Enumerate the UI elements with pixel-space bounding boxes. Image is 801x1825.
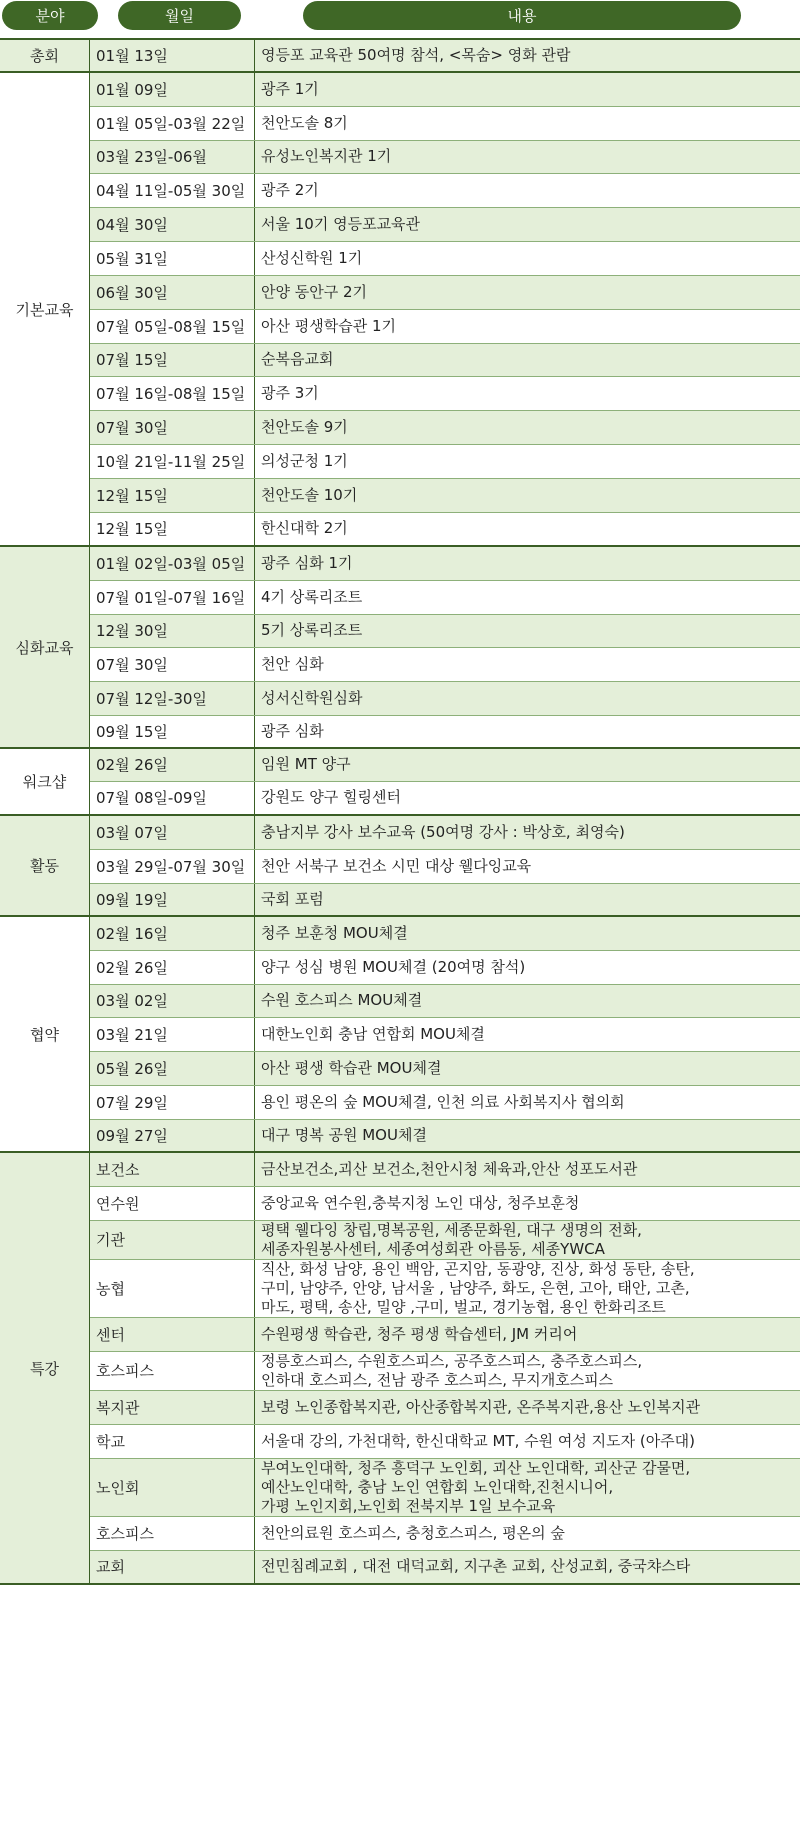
table-row bbox=[0, 580, 800, 614]
date-cell: 01월 05일-03월 22일 bbox=[90, 106, 255, 140]
content-line: 서울대 강의, 가천대학, 한신대학교 MT, 수원 여성 지도자 (아주대) bbox=[261, 1431, 696, 1450]
content-cell bbox=[255, 309, 801, 343]
table-row bbox=[0, 376, 800, 410]
content-cell bbox=[255, 1119, 801, 1152]
content-line: 인하대 호스피스, 전남 광주 호스피스, 무지개호스피스 bbox=[261, 1370, 614, 1389]
date-cell: 12월 30일 bbox=[90, 614, 255, 647]
content-line: 국회 포럼 bbox=[261, 889, 324, 908]
date-cell: 03월 21일 bbox=[90, 1017, 255, 1051]
table-row bbox=[0, 984, 800, 1017]
table-row bbox=[0, 1220, 800, 1259]
date-cell: 03월 02일 bbox=[90, 984, 255, 1017]
content-line: 광주 심화 bbox=[261, 721, 324, 740]
content-line: 서울 10기 영등포교육관 bbox=[261, 214, 421, 233]
date-cell: 10월 21일-11월 25일 bbox=[90, 444, 255, 478]
content-cell bbox=[255, 1458, 801, 1516]
content-line: 용인 평온의 숲 MOU체결, 인천 의료 사회복지사 협의회 bbox=[261, 1092, 625, 1111]
date-cell: 04월 11일-05월 30일 bbox=[90, 173, 255, 207]
table-row bbox=[0, 681, 800, 715]
date-cell: 07월 30일 bbox=[90, 647, 255, 681]
date-cell: 06월 30일 bbox=[90, 275, 255, 309]
date-cell: 07월 01일-07월 16일 bbox=[90, 580, 255, 614]
content-cell bbox=[255, 275, 801, 309]
table-row bbox=[0, 1259, 800, 1317]
table-row bbox=[0, 39, 800, 72]
content-line: 평택 웰다잉 창립,명복공원, 세종문화원, 대구 생명의 전화, bbox=[261, 1220, 642, 1239]
content-line: 수원평생 학습관, 청주 평생 학습센터, JM 커리어 bbox=[261, 1324, 578, 1343]
table-row bbox=[0, 647, 800, 681]
table-row bbox=[0, 883, 800, 916]
content-cell bbox=[255, 681, 801, 715]
content-line: 성서신학원심화 bbox=[261, 688, 363, 707]
content-cell bbox=[255, 478, 801, 512]
date-cell: 07월 29일 bbox=[90, 1085, 255, 1119]
content-line: 유성노인복지관 1기 bbox=[261, 147, 392, 165]
content-line: 천안 서북구 보건소 시민 대상 웰다잉교육 bbox=[261, 856, 532, 875]
content-cell bbox=[255, 173, 801, 207]
table-row bbox=[0, 1424, 800, 1458]
content-cell bbox=[255, 1424, 801, 1458]
group-4 bbox=[0, 815, 800, 916]
content-cell bbox=[255, 580, 801, 614]
date-cell: 09월 27일 bbox=[90, 1119, 255, 1152]
category-cell: 심화교육 bbox=[0, 546, 90, 748]
content-line: 산성신학원 1기 bbox=[261, 248, 363, 267]
date-cell: 12월 15일 bbox=[90, 512, 255, 546]
table-row bbox=[0, 207, 800, 241]
category-cell: 특강 bbox=[0, 1152, 90, 1584]
content-cell bbox=[255, 39, 801, 72]
content-line: 5기 상록리조트 bbox=[261, 621, 363, 639]
content-cell bbox=[255, 410, 801, 444]
table-row bbox=[0, 241, 800, 275]
date-cell: 07월 16일-08월 15일 bbox=[90, 376, 255, 410]
table-row bbox=[0, 173, 800, 207]
date-cell: 02월 26일 bbox=[90, 748, 255, 781]
content-cell bbox=[255, 614, 801, 647]
group-3 bbox=[0, 748, 800, 815]
table-row bbox=[0, 1458, 800, 1516]
content-cell bbox=[255, 916, 801, 950]
content-line: 정릉호스피스, 수원호스피스, 공주호스피스, 충주호스피스, bbox=[261, 1351, 643, 1370]
content-cell bbox=[255, 1017, 801, 1051]
date-cell: 04월 30일 bbox=[90, 207, 255, 241]
content-cell bbox=[255, 546, 801, 580]
content-cell bbox=[255, 1351, 801, 1390]
date-cell: 호스피스 bbox=[90, 1351, 255, 1390]
content-line: 대구 명복 공원 MOU체결 bbox=[261, 1125, 427, 1144]
content-cell bbox=[255, 343, 801, 376]
table-row bbox=[0, 1550, 800, 1584]
content-cell bbox=[255, 815, 801, 849]
date-cell: 학교 bbox=[90, 1424, 255, 1458]
content-line: 광주 3기 bbox=[261, 383, 319, 402]
content-line: 대한노인회 충남 연합회 MOU체결 bbox=[261, 1024, 485, 1043]
content-line: 천안의료원 호스피스, 충청호스피스, 평온의 숲 bbox=[261, 1523, 565, 1542]
content-line: 의성군청 1기 bbox=[261, 451, 348, 470]
content-line: 금산보건소,괴산 보건소,천안시청 체육과,안산 성포도서관 bbox=[261, 1159, 638, 1178]
table-row bbox=[0, 1119, 800, 1152]
content-line: 구미, 남양주, 안양, 남서울 , 남양주, 화도, 은현, 고아, 태안, 고촌, bbox=[261, 1278, 690, 1297]
table-row bbox=[0, 1351, 800, 1390]
content-cell bbox=[255, 1317, 801, 1351]
table-row bbox=[0, 1152, 800, 1186]
content-cell bbox=[255, 883, 801, 916]
content-line: 천안도솔 9기 bbox=[261, 417, 348, 436]
table-row bbox=[0, 140, 800, 173]
category-cell: 협약 bbox=[0, 916, 90, 1152]
content-cell bbox=[255, 512, 801, 546]
table-row bbox=[0, 478, 800, 512]
table-row bbox=[0, 1186, 800, 1220]
date-cell: 07월 15일 bbox=[90, 343, 255, 376]
content-cell bbox=[255, 1220, 801, 1259]
date-cell: 07월 08일-09일 bbox=[90, 781, 255, 815]
table-row bbox=[0, 748, 800, 781]
date-cell: 05월 26일 bbox=[90, 1051, 255, 1085]
table-row bbox=[0, 1390, 800, 1424]
date-cell: 보건소 bbox=[90, 1152, 255, 1186]
content-cell bbox=[255, 715, 801, 748]
date-cell: 07월 05일-08월 15일 bbox=[90, 309, 255, 343]
date-cell: 복지관 bbox=[90, 1390, 255, 1424]
content-cell bbox=[255, 1259, 801, 1317]
table-row bbox=[0, 715, 800, 748]
date-cell: 09월 19일 bbox=[90, 883, 255, 916]
content-cell bbox=[255, 106, 801, 140]
date-cell: 호스피스 bbox=[90, 1516, 255, 1550]
content-line: 수원 호스피스 MOU체결 bbox=[261, 991, 423, 1009]
content-line: 세종자원봉사센터, 세종여성회관 아름동, 세종YWCA bbox=[261, 1239, 605, 1258]
content-line: 마도, 평택, 송산, 밀양 ,구미, 벌교, 경기농협, 용인 한화리조트 bbox=[261, 1297, 666, 1316]
content-line: 광주 심화 1기 bbox=[261, 553, 353, 572]
date-cell: 03월 23일-06월 bbox=[90, 140, 255, 173]
table-row bbox=[0, 275, 800, 309]
date-cell: 01월 02일-03월 05일 bbox=[90, 546, 255, 580]
table-row bbox=[0, 781, 800, 815]
table-row bbox=[0, 1085, 800, 1119]
content-cell bbox=[255, 647, 801, 681]
table-row bbox=[0, 815, 800, 849]
content-line: 중앙교육 연수원,충북지청 노인 대상, 청주보훈청 bbox=[261, 1193, 580, 1212]
category-cell: 총회 bbox=[0, 39, 90, 72]
date-cell: 01월 09일 bbox=[90, 72, 255, 106]
group-1 bbox=[0, 72, 800, 546]
content-cell bbox=[255, 241, 801, 275]
content-cell bbox=[255, 781, 801, 815]
date-cell: 03월 29일-07월 30일 bbox=[90, 849, 255, 883]
content-line: 영등포 교육관 50여명 참석, <목숨> 영화 관람 bbox=[261, 46, 571, 64]
content-cell bbox=[255, 1051, 801, 1085]
date-cell: 07월 12일-30일 bbox=[90, 681, 255, 715]
table-row bbox=[0, 72, 800, 106]
content-line: 광주 2기 bbox=[261, 180, 319, 199]
group-6 bbox=[0, 1152, 800, 1584]
content-line: 예산노인대학, 충남 노인 연합회 노인대학,진천시니어, bbox=[261, 1477, 614, 1496]
content-line: 천안 심화 bbox=[261, 654, 324, 673]
table-row bbox=[0, 1317, 800, 1351]
date-cell: 연수원 bbox=[90, 1186, 255, 1220]
category-cell: 워크샵 bbox=[0, 748, 90, 815]
content-cell bbox=[255, 72, 801, 106]
content-cell bbox=[255, 1186, 801, 1220]
content-cell bbox=[255, 984, 801, 1017]
content-cell bbox=[255, 207, 801, 241]
table-row bbox=[0, 444, 800, 478]
table-row bbox=[0, 849, 800, 883]
date-cell: 기관 bbox=[90, 1220, 255, 1259]
table-row bbox=[0, 309, 800, 343]
content-cell bbox=[255, 748, 801, 781]
date-cell: 02월 16일 bbox=[90, 916, 255, 950]
date-cell: 교회 bbox=[90, 1550, 255, 1584]
content-line: 직산, 화성 남양, 용인 백암, 곤지암, 동광양, 진상, 화성 동탄, 송탄, bbox=[261, 1259, 695, 1278]
date-cell: 07월 30일 bbox=[90, 410, 255, 444]
date-cell: 센터 bbox=[90, 1317, 255, 1351]
date-cell: 농협 bbox=[90, 1259, 255, 1317]
table-row bbox=[0, 1051, 800, 1085]
content-line: 아산 평생학습관 1기 bbox=[261, 316, 397, 335]
table-row bbox=[0, 343, 800, 376]
schedule-table bbox=[0, 38, 800, 1585]
category-cell: 기본교육 bbox=[0, 72, 90, 546]
table-row bbox=[0, 512, 800, 546]
content-line: 천안도솔 8기 bbox=[261, 113, 348, 132]
date-cell: 05월 31일 bbox=[90, 241, 255, 275]
group-0 bbox=[0, 39, 800, 72]
content-line: 안양 동안구 2기 bbox=[261, 282, 368, 301]
content-cell bbox=[255, 1152, 801, 1186]
date-cell: 03월 07일 bbox=[90, 815, 255, 849]
content-cell bbox=[255, 376, 801, 410]
group-5 bbox=[0, 916, 800, 1152]
content-cell bbox=[255, 849, 801, 883]
table-row bbox=[0, 410, 800, 444]
content-cell bbox=[255, 140, 801, 173]
content-cell bbox=[255, 1550, 801, 1584]
group-2 bbox=[0, 546, 800, 748]
table-row bbox=[0, 950, 800, 984]
content-cell bbox=[255, 1085, 801, 1119]
content-cell bbox=[255, 1516, 801, 1550]
content-line: 가평 노인지회,노인회 전북지부 1일 보수교육 bbox=[261, 1496, 556, 1515]
content-line: 임원 MT 양구 bbox=[261, 755, 351, 774]
content-line: 천안도솔 10기 bbox=[261, 485, 358, 504]
content-line: 광주 1기 bbox=[261, 79, 319, 98]
date-cell: 12월 15일 bbox=[90, 478, 255, 512]
content-cell bbox=[255, 950, 801, 984]
date-cell: 01월 13일 bbox=[90, 39, 255, 72]
content-line: 전민침례교회 , 대전 대덕교회, 지구촌 교회, 산성교회, 중국챠스타 bbox=[261, 1557, 691, 1576]
content-line: 부여노인대학, 청주 흥덕구 노인회, 괴산 노인대학, 괴산군 감물면, bbox=[261, 1458, 691, 1477]
date-cell: 02월 26일 bbox=[90, 950, 255, 984]
table-row bbox=[0, 916, 800, 950]
table-row bbox=[0, 546, 800, 580]
content-cell bbox=[255, 444, 801, 478]
header-field-pill: 분야 bbox=[2, 1, 98, 30]
category-cell: 활동 bbox=[0, 815, 90, 916]
table-row bbox=[0, 106, 800, 140]
date-cell: 09월 15일 bbox=[90, 715, 255, 748]
content-line: 양구 성심 병원 MOU체결 (20여명 참석) bbox=[261, 957, 526, 976]
content-line: 보령 노인종합복지관, 아산종합복지관, 온주복지관,용산 노인복지관 bbox=[261, 1397, 701, 1416]
table-row bbox=[0, 614, 800, 647]
table-header bbox=[0, 0, 801, 38]
content-line: 청주 보훈청 MOU체결 bbox=[261, 923, 408, 942]
header-content-pill: 내용 bbox=[303, 1, 741, 30]
content-line: 4기 상록리조트 bbox=[261, 587, 363, 606]
table-row bbox=[0, 1516, 800, 1550]
content-line: 충남지부 강사 보수교육 (50여명 강사 : 박상호, 최영숙) bbox=[261, 822, 625, 841]
table-row bbox=[0, 1017, 800, 1051]
content-line: 한신대학 2기 bbox=[261, 519, 348, 538]
date-cell: 노인회 bbox=[90, 1458, 255, 1516]
header-date-pill: 월일 bbox=[118, 1, 241, 30]
content-line: 순복음교회 bbox=[261, 350, 334, 368]
content-cell bbox=[255, 1390, 801, 1424]
content-line: 아산 평생 학습관 MOU체결 bbox=[261, 1058, 442, 1077]
content-line: 강원도 양구 힐링센터 bbox=[261, 788, 401, 807]
